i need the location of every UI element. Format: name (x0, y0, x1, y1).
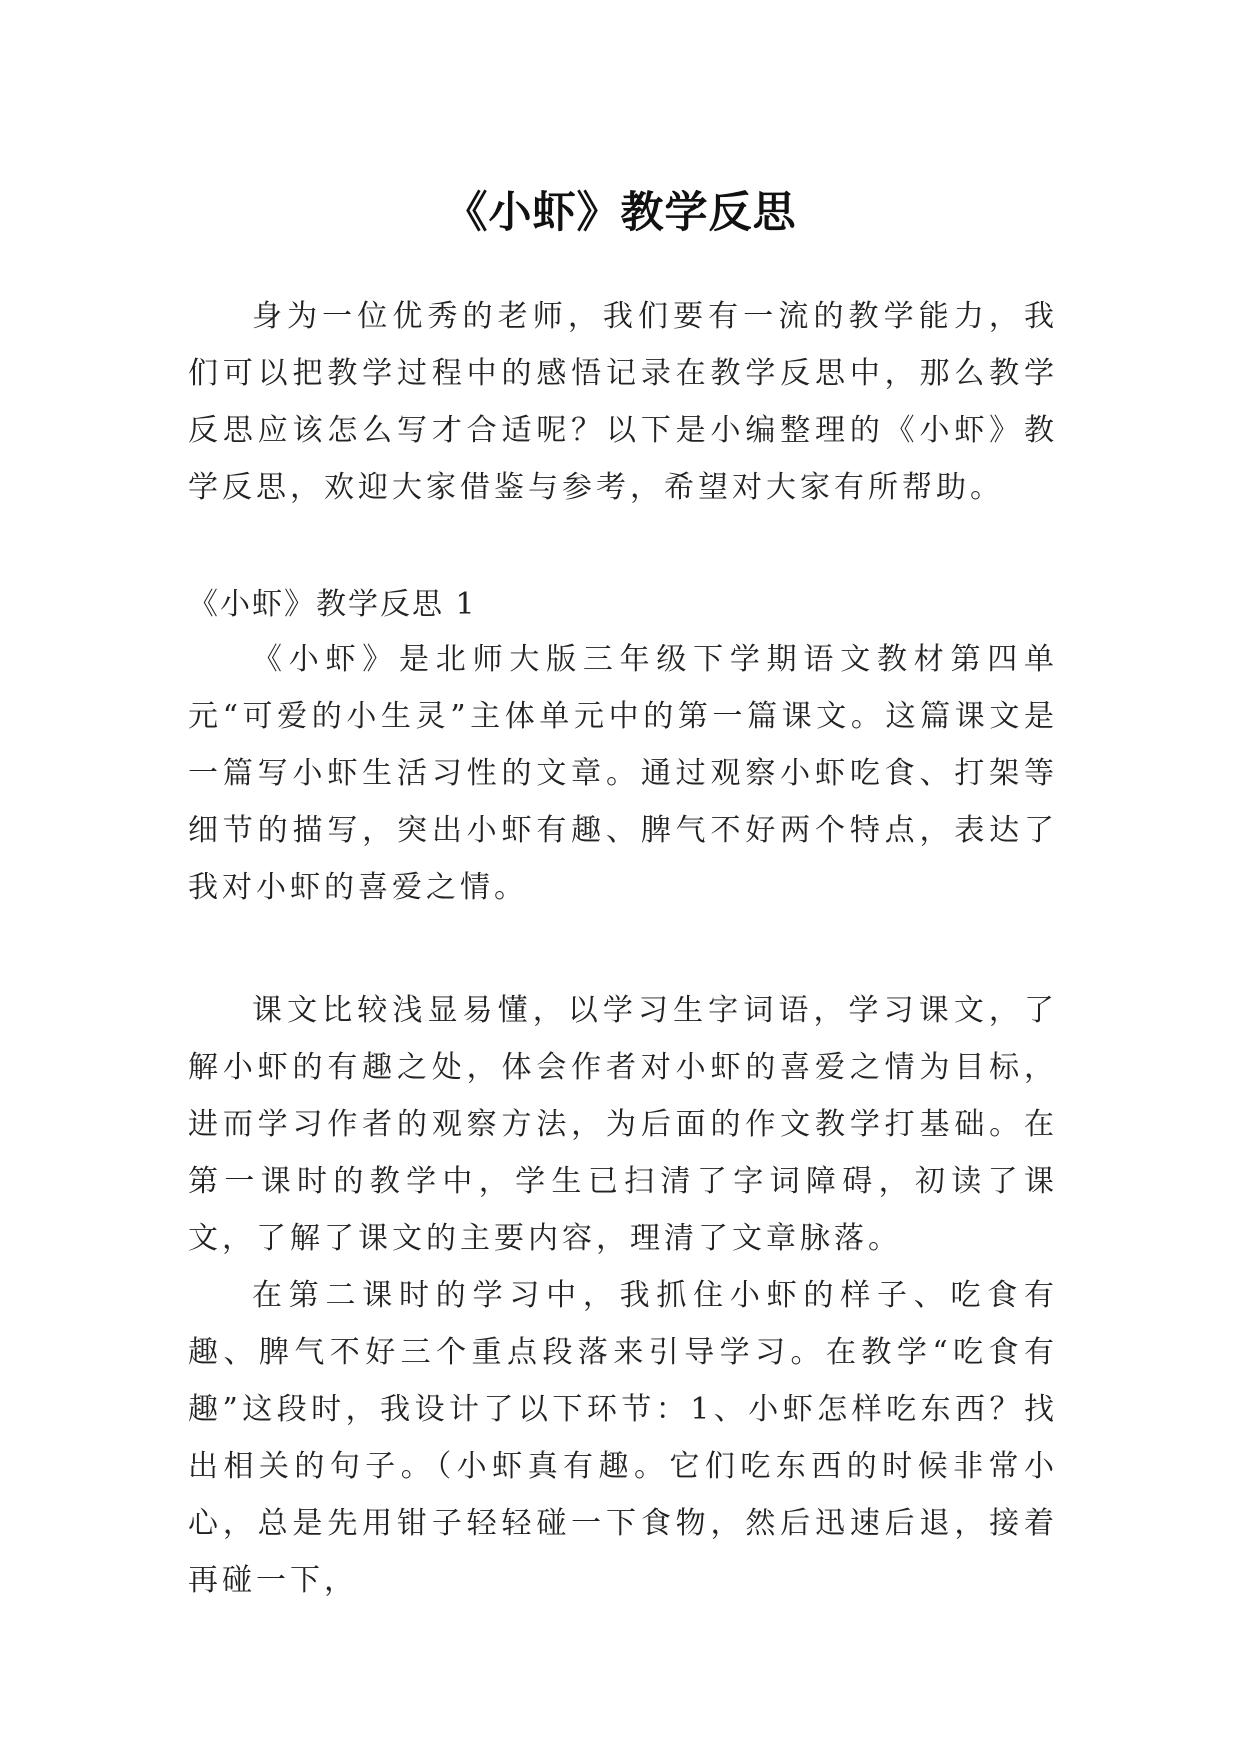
document-title: 《小虾》教学反思 (444, 187, 797, 238)
body-paragraph-1: 《小虾》是北师大版三年级下学期语文教材第四单元“可爱的小生灵”主体单元中的第一篇课文。这篇课文是一篇写小虾生活习性的文章。通过观察小虾吃食、打架等细节的描写，突出小虾有趣、脾气不好两个特点，表达了我对小虾的喜爱之情。 (188, 642, 1058, 905)
intro-paragraph: 身为一位优秀的老师，我们要有一流的教学能力，我们可以把教学过程中的感悟记录在教学反思中，那么教学反思应该怎么写才合适呢？以下是小编整理的《小虾》教学反思，欢迎大家借鉴与参考，希望对大家有所帮助。 (188, 299, 1058, 505)
section-heading: 《小虾》教学反思 1 (188, 587, 477, 622)
body-paragraph-3: 在第二课时的学习中，我抓住小虾的样子、吃食有趣、脾气不好三个重点段落来引导学习。在教学“吃食有趣”这段时，我设计了以下环节：1、小虾怎样吃东西？找出相关的句子。（小虾真有趣。它们吃东西的时候非常小心，总是先用钳子轻轻碰一下食物，然后迅速后退，接着再碰一下， (188, 1278, 1058, 1598)
body-paragraph-2: 课文比较浅显易懂，以学习生字词语，学习课文，了解小虾的有趣之处，体会作者对小虾的喜爱之情为目标，进而学习作者的观察方法，为后面的作文教学打基础。在第一课时的教学中，学生已扫清了字词障碍，初读了课文，了解了课文的主要内容，理清了文章脉落。 (188, 993, 1058, 1256)
